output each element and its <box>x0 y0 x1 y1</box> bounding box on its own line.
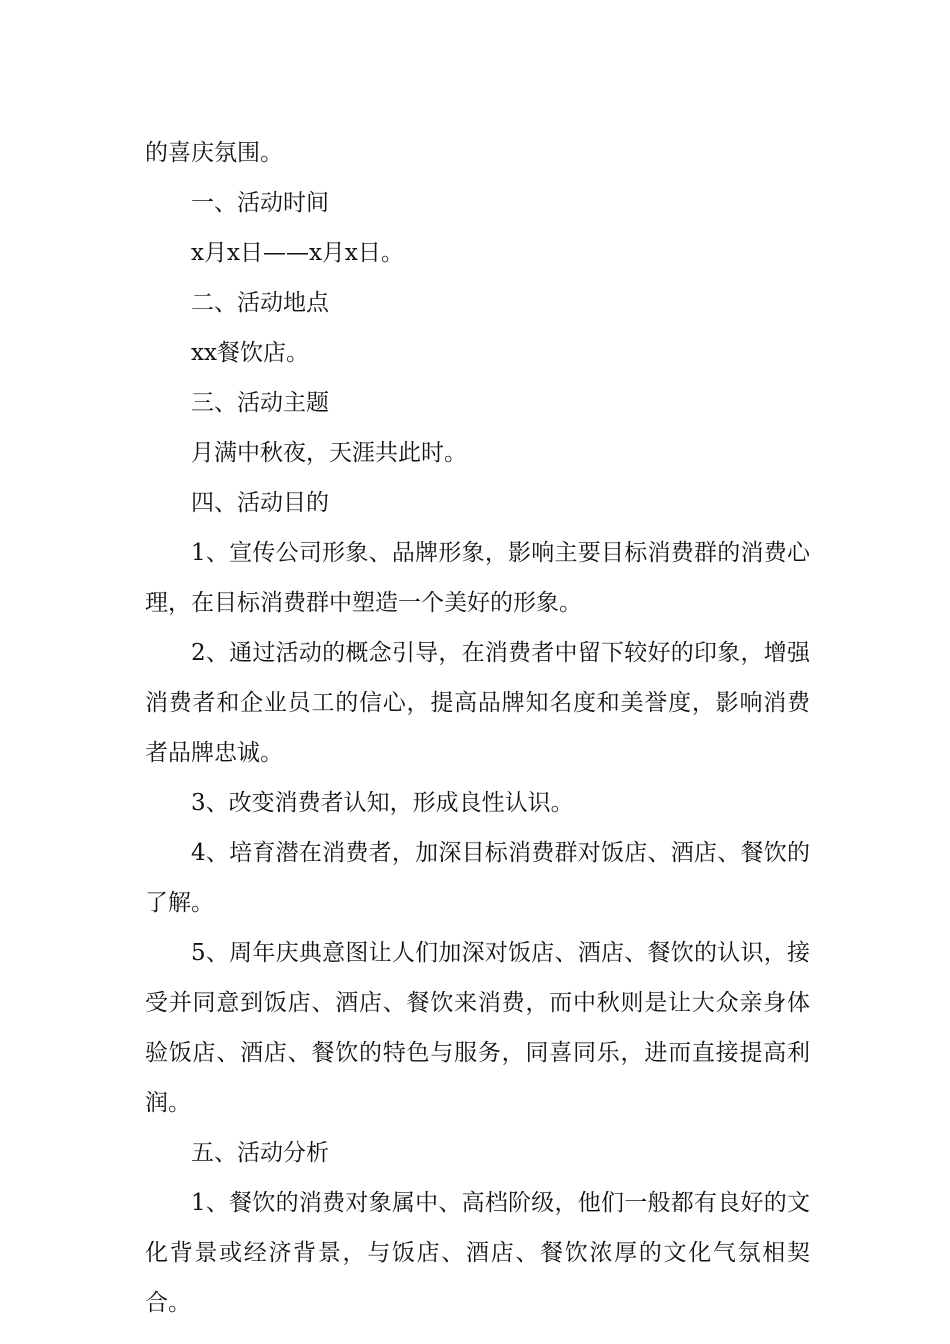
heading-activity-location: 二、活动地点 <box>191 290 329 316</box>
paragraph-purpose-3: 3、改变消费者认知，形成良性认识。 <box>191 790 574 816</box>
heading-activity-time: 一、活动时间 <box>191 190 329 216</box>
heading-activity-theme: 三、活动主题 <box>191 390 329 416</box>
paragraph-purpose-2: 2、通过活动的概念引导，在消费者中留下较好的印象，增强消费者和企业员工的信心，提高品牌知名度和美誉度，影响消费者品牌忠诚。 <box>145 640 810 766</box>
paragraph-purpose-5: 5、周年庆典意图让人们加深对饭店、酒店、餐饮的认识，接受并同意到饭店、酒店、餐饮来消费，而中秋则是让大众亲身体验饭店、酒店、餐饮的特色与服务，同喜同乐，进而直接提高利润。 <box>145 940 810 1116</box>
paragraph-purpose-4: 4、培育潜在消费者，加深目标消费群对饭店、酒店、餐饮的了解。 <box>145 840 810 916</box>
paragraph-activity-theme: 月满中秋夜，天涯共此时。 <box>191 440 467 466</box>
paragraph-activity-location: xx餐饮店。 <box>191 340 309 366</box>
heading-activity-purpose: 四、活动目的 <box>191 490 329 516</box>
document-body <box>145 128 810 1328</box>
paragraph-purpose-1: 1、宣传公司形象、品牌形象，影响主要目标消费群的消费心理，在目标消费群中塑造一个美好的形象。 <box>145 540 810 616</box>
paragraph-activity-time: x月x日——x月x日。 <box>191 240 404 266</box>
paragraph-intro-continuation: 的喜庆氛围。 <box>145 140 283 166</box>
heading-activity-analysis: 五、活动分析 <box>191 1140 329 1166</box>
paragraph-analysis-1: 1、餐饮的消费对象属中、高档阶级，他们一般都有良好的文化背景或经济背景，与饭店、酒店、餐饮浓厚的文化气氛相契合。 <box>145 1190 810 1316</box>
